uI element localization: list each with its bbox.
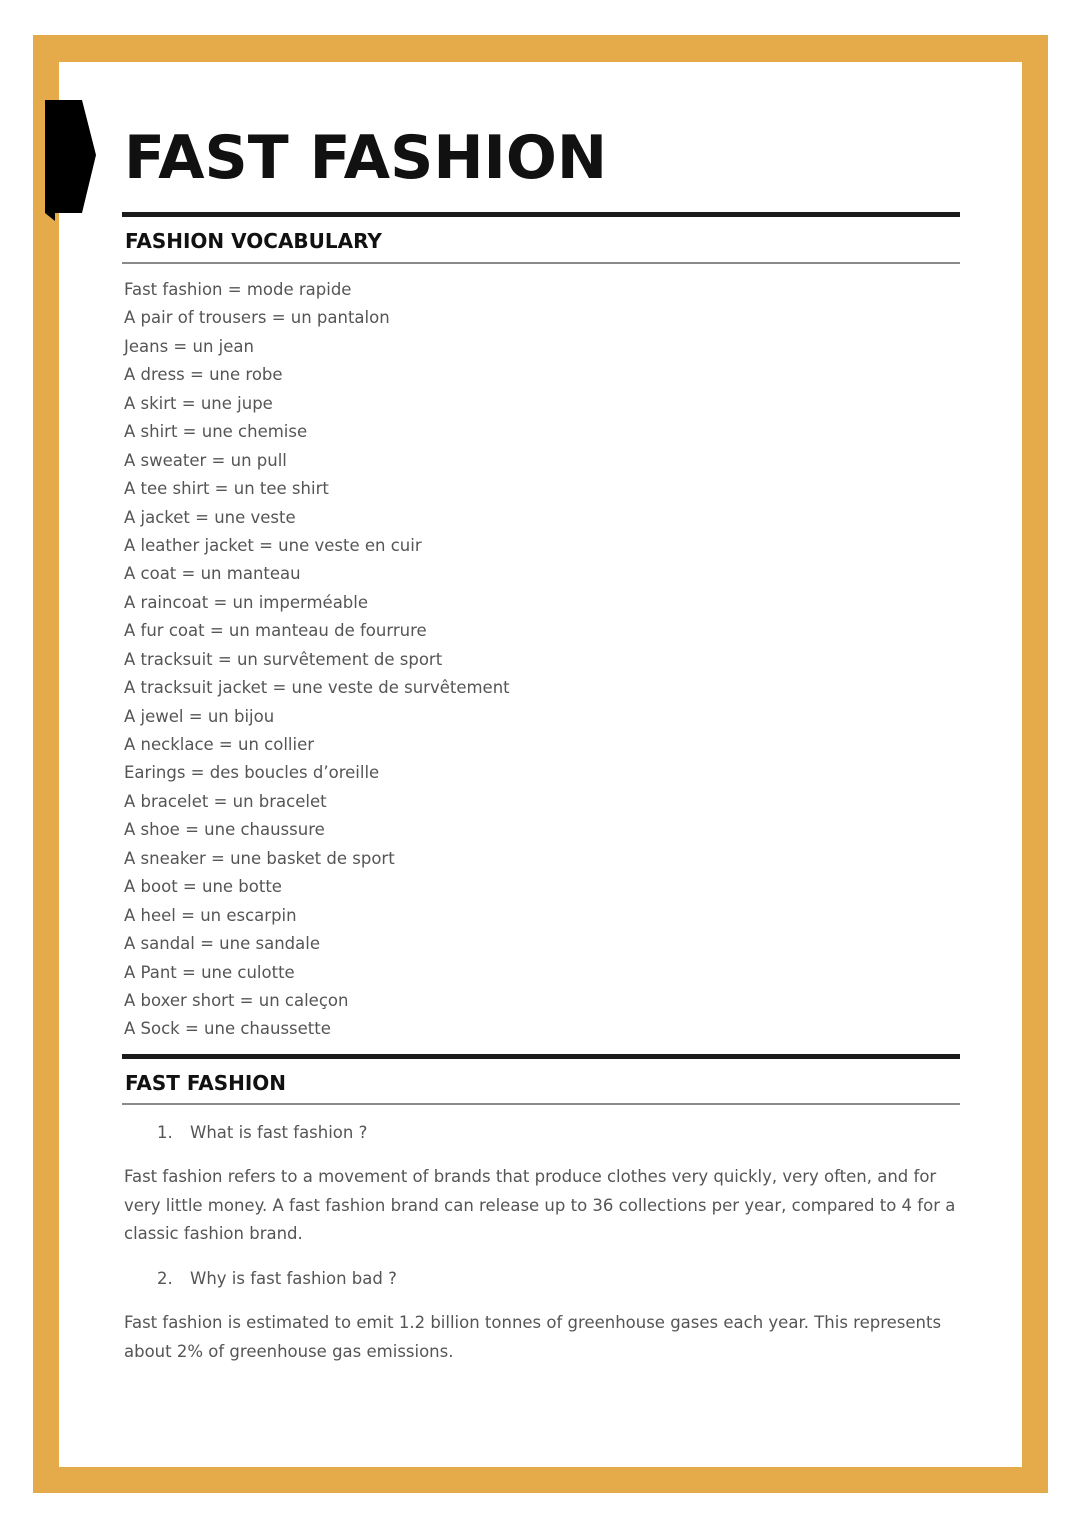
vocabulary-item: A tee shirt = un tee shirt [124,479,329,499]
question-number: 2. [157,1269,173,1288]
vocabulary-item: A dress = une robe [124,365,283,385]
question-1 [157,1119,367,1147]
section-divider-thin [122,262,960,264]
vocabulary-item: A jacket = une veste [124,507,296,527]
vocabulary-item: A shirt = une chemise [124,422,308,442]
vocabulary-item: A Sock = une chaussette [124,1019,331,1039]
question-text: What is fast fashion ? [190,1123,368,1142]
vocabulary-item: A necklace = un collier [124,735,315,754]
section-divider-thick [122,212,960,217]
question-2 [157,1265,397,1293]
section-divider-thin [122,1103,960,1105]
vocabulary-item: A bracelet = un bracelet [124,791,327,811]
vocabulary-item: A sandal = une sandale [124,934,320,954]
vocabulary-item: A skirt = une jupe [124,393,273,413]
vocabulary-item: A boxer short = un caleçon [124,990,349,1010]
vocabulary-item: A sweater = un pull [124,450,287,470]
section-divider-thick [122,1054,960,1059]
vocabulary-item: A tracksuit = un survêtement de sport [124,649,443,669]
vocabulary-item: A pair of trousers = un pantalon [124,308,390,328]
question-text: Why is fast fashion bad ? [190,1269,397,1288]
vocabulary-item: A Pant = une culotte [124,962,295,982]
answer-paragraph-1: Fast fashion refers to a movement of brands that produce clothes very quickly, very often, and for very little money. A fast fashion brand can release up to 36 collections per year, compared to 4 for a classic fashion brand. [124,1167,956,1243]
vocabulary-item: A tracksuit jacket = une veste de survêtement [124,678,510,698]
vocabulary-item: A coat = un manteau [124,564,301,584]
page-title: FAST FASHION [124,123,608,193]
fast-fashion-heading: FAST FASHION [125,1071,287,1095]
vocabulary-list [124,276,510,1044]
vocabulary-item: A raincoat = un imperméable [124,592,369,612]
vocabulary-item: A boot = une botte [124,877,282,897]
vocabulary-item: A heel = un escarpin [124,905,297,925]
question-number: 1. [157,1123,173,1142]
vocabulary-item: A sneaker = une basket de sport [124,848,395,868]
vocabulary-item: A jewel = un bijou [124,706,275,726]
answer-paragraph-2: Fast fashion is estimated to emit 1.2 billion tonnes of greenhouse gases each year. This represents about 2% of greenhouse gas emissions. [124,1313,942,1361]
vocabulary-item: A leather jacket = une veste en cuir [124,535,422,555]
title-tab-marker [45,100,96,221]
vocabulary-item: Fast fashion = mode rapide [124,280,352,299]
vocabulary-item: Earings = des boucles d’oreille [124,763,380,783]
vocabulary-item: Jeans = un jean [124,336,254,356]
vocabulary-item: A fur coat = un manteau de fourrure [124,621,427,641]
vocabulary-item: A shoe = une chaussure [124,820,325,840]
vocabulary-heading: FASHION VOCABULARY [125,229,382,253]
